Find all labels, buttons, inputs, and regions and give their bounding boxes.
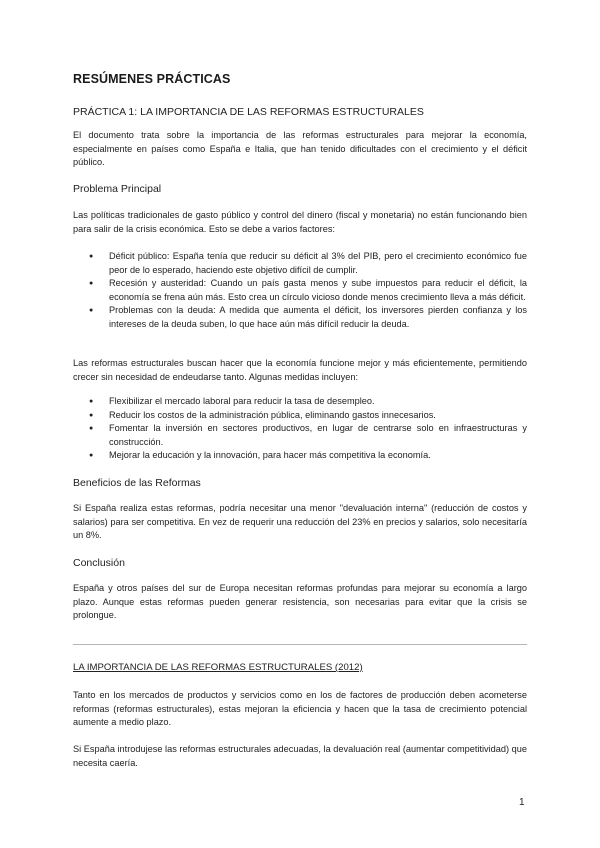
practica-heading: PRÁCTICA 1: LA IMPORTANCIA DE LAS REFORMAS ESTRUCTURALES [73, 106, 424, 118]
list-item: ● Reducir los costos de la administración pública, eliminando gastos innecesarios. [73, 409, 527, 423]
list-item: ● Déficit público: España tenía que reducir su déficit al 3% del PIB, pero el crecimiento económico fue peor de lo esperado, haciendo este objetivo difícil de cumplir. [73, 250, 527, 277]
problema-heading: Problema Principal [73, 183, 162, 195]
page-number: 1 [519, 797, 525, 808]
document-title: RESÚMENES PRÁCTICAS [73, 72, 231, 86]
list-item: ● Recesión y austeridad: Cuando un país gasta menos y sube impuestos para reducir el déficit, la economía se frena aún más. Esto crea un círculo vicioso donde menos crecimiento lleva a más déficit. [73, 277, 527, 304]
reformas-paragraph: Las reformas estructurales buscan hacer que la economía funcione mejor y más eficientemente, permitiendo crecer sin necesidad de endeudarse tanto. Algunas medidas incluyen: [73, 358, 527, 382]
section2-paragraph-2: Si España introdujese las reformas estructurales adecuadas, la devaluación real (aumentar competitividad) que necesita caería. [73, 744, 527, 768]
problema-paragraph: Las políticas tradicionales de gasto público y control del dinero (fiscal y monetaria) no están funcionando bien para salir de la crisis económica. Esto se debe a varios factores: [73, 210, 527, 234]
section2-paragraph-1: Tanto en los mercados de productos y servicios como en los de factores de producción deben acometerse reformas (reformas estructurales), estas mejoran la eficiencia y hacen que la tasa de crecimiento potencial aumente a medio plazo. [73, 690, 527, 728]
list-item: ● Mejorar la educación y la innovación, para hacer más competitiva la economía. [73, 449, 527, 463]
section2-heading: LA IMPORTANCIA DE LAS REFORMAS ESTRUCTURALES (2012) [73, 662, 363, 673]
conclusion-heading: Conclusión [73, 557, 125, 569]
intro-paragraph: El documento trata sobre la importancia de las reformas estructurales para mejorar la economía, especialmente en países como España e Italia, que han tenido dificultades con el crecimiento y el déficit público. [73, 130, 527, 168]
section-divider [73, 644, 527, 645]
reformas-bullet-list [73, 395, 527, 463]
beneficios-paragraph: Si España realiza estas reformas, podría necesitar una menor "devaluación interna" (reducción de costos y salarios) para ser competitiva. En vez de requerir una reducción del 23% en precios y salarios, solo necesitaría un 8%. [73, 503, 527, 541]
beneficios-heading: Beneficios de las Reformas [73, 477, 201, 489]
problema-bullet-list [73, 250, 527, 332]
list-item: ● Problemas con la deuda: A medida que aumenta el déficit, los inversores pierden confianza y los intereses de la deuda suben, lo que hace aún más difícil reducir la deuda. [73, 304, 527, 331]
list-item: ● Flexibilizar el mercado laboral para reducir la tasa de desempleo. [73, 395, 527, 409]
list-item: ● Fomentar la inversión en sectores productivos, en lugar de centrarse solo en infraestructuras y construcción. [73, 422, 527, 449]
conclusion-paragraph: España y otros países del sur de Europa necesitan reformas profundas para mejorar su economía a largo plazo. Aunque estas reformas pueden generar resistencia, son necesarias para evitar que la crisis se prolongue. [73, 583, 527, 621]
